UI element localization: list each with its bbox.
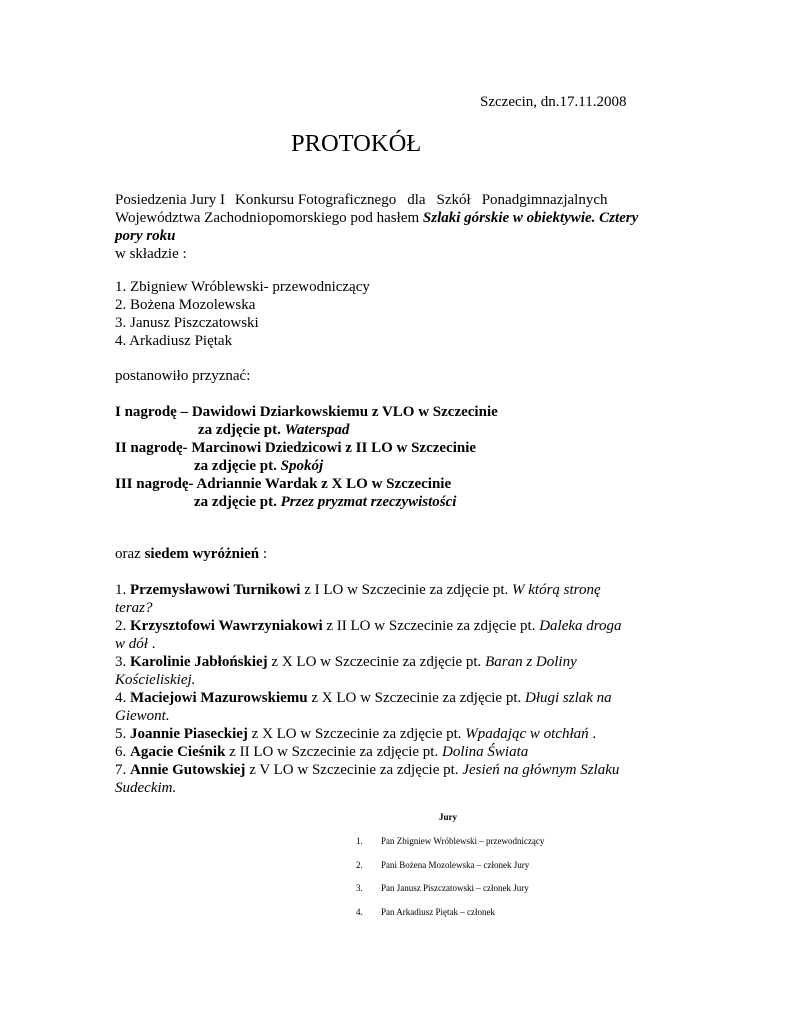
photo-title-cont: Sudeckim. [115,780,177,796]
prize-1-line: I nagrodę – Dawidowi Dziarkowskiemu z VLO w Szczecinie [115,404,498,420]
honor-name: Agacie Cieśnik [130,744,226,760]
prizes-list [115,403,498,511]
list-item [115,581,622,599]
intro-line-3 [115,227,675,245]
jury-member: Pani Bożena Mozolewska – członek Jury [381,859,530,870]
intro-text: Posiedzenia Jury I [115,192,225,208]
intro-text: Ponadgimnazjalnych [481,192,608,208]
honor-number: 1. [115,582,130,598]
honor-name: Przemysławowi Turnikowi [130,582,301,598]
jury-number: 1. [356,836,363,846]
honors-list [115,581,622,797]
photo-title-cont: Giewont. [115,708,170,724]
honor-number: 3. [115,654,130,670]
list-item-cont [115,599,622,617]
photo-title: Dolina Świata [441,744,529,760]
prize-1-photo [115,421,498,439]
honor-name: Annie Gutowskiej [130,762,246,778]
decision-text: postanowiło przyznać: [115,368,251,384]
jury-member: Pan Janusz Piszczatowski – członek Jury [381,883,529,893]
jury-number: 4. [356,906,363,917]
honor-number: 7. [115,762,130,778]
intro-text: Województwa Zachodniopomorskiego pod hasłem [115,210,423,226]
honor-number: 6. [115,744,130,760]
photo-title: Spokój [280,458,324,474]
prize-3-line: III nagrodę- Adriannie Wardak z X LO w Szczecinie [115,476,452,492]
honor-number: 5. [115,726,130,742]
jury-member: Pan Zbigniew Wróblewski – przewodniczący [381,836,545,846]
intro-text: Konkursu Fotograficznego [234,192,397,208]
jury-members-list [115,278,370,350]
honor-name: Karolinie Jabłońskiej [130,654,268,670]
list-item: 1. Zbigniew Wróblewski- przewodniczący [115,279,370,295]
photo-title: Waterspad [284,422,350,438]
intro-text: Szkół [436,192,471,208]
photo-title: Baran z Doliny [485,654,577,670]
photo-title-cont: teraz? [115,600,153,616]
honors-intro-count: siedem wyróżnień [144,546,260,562]
photo-title: Wpadając w otchłań [465,726,589,742]
list-item-cont [115,635,622,653]
prize-3-photo [115,493,498,511]
contest-motto-cont: pory roku [115,228,176,244]
list-item [115,617,622,635]
honor-text: z I LO w Szczecinie za zdjęcie pt. [300,582,512,598]
honor-end: . [588,726,597,742]
list-item [115,725,622,743]
list-item [115,653,622,671]
photo-prefix: za zdjęcie pt. [194,494,281,510]
list-item [115,689,622,707]
photo-title-cont: w dół [115,636,148,652]
honor-text: z X LO w Szczecinie za zdjęcie pt. [307,690,525,706]
jury-number: 2. [356,859,363,870]
list-item: 2. Bożena Mozolewska [115,297,256,313]
photo-title: Jesień na głównym Szlaku [462,762,620,778]
intro-paragraph [115,191,675,263]
list-item [356,883,544,907]
photo-prefix: za zdjęcie pt. [194,458,281,474]
jury-heading: Jury [439,812,457,822]
intro-text: dla [407,192,426,208]
honors-intro [115,545,267,563]
photo-title: W którą stronę [512,582,601,598]
prize-2-photo [115,457,498,475]
honor-text: z V LO w Szczecinie za zdjęcie pt. [245,762,463,778]
list-item [356,836,544,860]
honor-number: 2. [115,618,130,634]
list-item [115,761,622,779]
honor-end: . [147,636,156,652]
honor-text: z X LO w Szczecinie za zdjęcie pt. [247,726,466,742]
list-item: 4. Arkadiusz Piętak [115,333,233,349]
jury-number: 3. [356,883,363,893]
list-item [356,860,544,884]
list-item [356,907,544,931]
honor-name: Maciejowi Mazurowskiemu [130,690,308,706]
intro-line-1 [115,191,675,209]
list-item-cont [115,707,622,725]
honors-intro-suffix: : [259,546,268,562]
honor-text: z II LO w Szczecinie za zdjęcie pt. [322,618,540,634]
honor-text: z X LO w Szczecinie za zdjęcie pt. [267,654,486,670]
photo-title-cont: Kościeliskiej. [115,672,196,688]
list-item [115,743,622,761]
photo-title: Daleka droga [539,618,622,634]
document-title: PROTOKÓŁ [291,130,422,157]
list-item-cont [115,671,622,689]
honors-intro-prefix: oraz [115,546,145,562]
honor-number: 4. [115,690,130,706]
intro-line-4: w składzie : [115,246,187,262]
list-item: 3. Janusz Piszczatowski [115,315,259,331]
jury-signature-list [356,836,544,930]
contest-motto: Szlaki górskie w obiektywie. Cztery [422,210,639,226]
honor-name: Joannie Piaseckiej [130,726,248,742]
honor-text: z II LO w Szczecinie za zdjęcie pt. [225,744,442,760]
photo-prefix: za zdjęcie pt. [198,422,285,438]
intro-line-2 [115,209,675,227]
photo-title: Przez pryzmat rzeczywistości [280,494,457,510]
prize-2-line: II nagrodę- Marcinowi Dziedzicowi z II LO w Szczecinie [115,440,477,456]
document-date: Szczecin, dn.17.11.2008 [480,94,627,110]
honor-name: Krzysztofowi Wawrzyniakowi [130,618,323,634]
list-item-cont [115,779,622,797]
photo-title: Długi szlak na [525,690,612,706]
jury-member: Pan Arkadiusz Piętak – członek [381,906,495,917]
